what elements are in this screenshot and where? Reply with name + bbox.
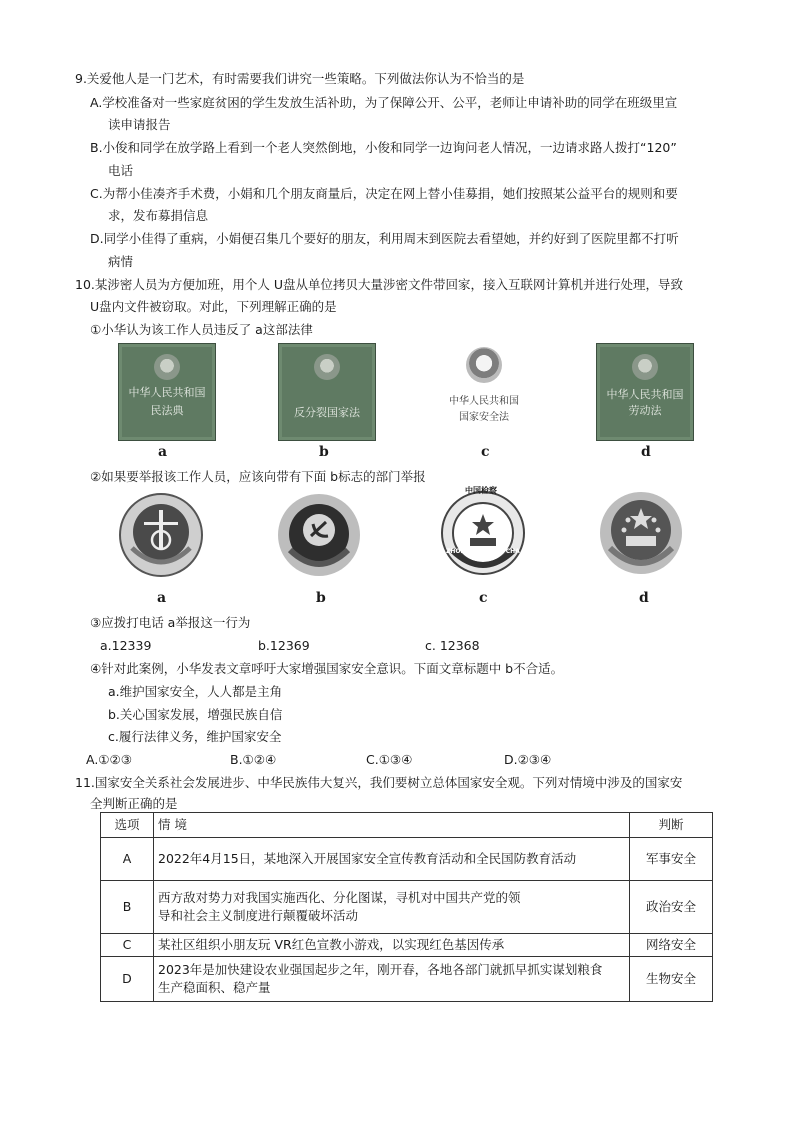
- q9-stem: 9.关爱他人是一门艺术，有时需要我们讲究一些策略。下列做法你认为不恰当的是: [75, 71, 525, 86]
- header-option: 选项: [101, 813, 154, 838]
- procuratorate-top-text: 中国检察: [465, 486, 497, 495]
- court-emblem-icon: [118, 492, 204, 578]
- title-option-a: a.维护国家安全，人人都是主角: [108, 684, 283, 699]
- book-title-line2: 民法典: [150, 404, 184, 417]
- book-title-line1: 中华人民共和国: [128, 386, 206, 399]
- national-emblem-icon: [154, 354, 180, 380]
- table-row: [101, 838, 713, 881]
- q10-statement-4: ④针对此案例，小华发表文章呼吁大家增强国家安全意识。下面文章标题中 b不合适。: [90, 661, 564, 676]
- q10-statement-1: ①小华认为该工作人员违反了 a这部法律: [90, 322, 313, 337]
- q9-option-c-line1: C.为帮小佳凑齐手术费，小娟和几个朋友商量后，决定在网上替小佳募捐，她们按照某公益平台的规则和要: [90, 186, 678, 201]
- q10-answer-a: A.①②③: [86, 752, 132, 767]
- q10-answer-d: D.②③④: [504, 752, 552, 767]
- row-context-line1: 某社区组织小朋友玩 VR红色宣教小游戏，以实现红色基因传承: [158, 937, 505, 952]
- badge-label-b: b: [316, 590, 326, 606]
- procuratorate-emblem-icon: [440, 490, 526, 576]
- q9-option-a-line2: 读申请报告: [108, 117, 171, 132]
- badge-label-c: c: [479, 590, 488, 606]
- q11-stem-line2: 全判断正确的是: [90, 796, 178, 811]
- law-book-national-security: [436, 343, 532, 439]
- law-book-civil-code: [118, 343, 216, 441]
- phone-option-c: c. 12368: [425, 638, 480, 653]
- table-row: [101, 881, 713, 934]
- phone-option-b: b.12369: [258, 638, 310, 653]
- police-emblem-icon: [276, 492, 362, 578]
- row-judgement: 网络安全: [630, 934, 713, 957]
- q10-statement-3: ③应拨打电话 a举报这一行为: [90, 615, 251, 630]
- q10-statement-2: ②如果要举报该工作人员，应该向带有下面 b标志的部门举报: [90, 469, 426, 484]
- book-label-c: c: [481, 444, 490, 460]
- q10-answer-c: C.①③④: [366, 752, 413, 767]
- q9-option-a-line1: A.学校准备对一些家庭贫困的学生发放生活补助，为了保障公开、公平，老师让申请补助的同学在班级里宣: [90, 95, 678, 110]
- q9-option-b-line1: B.小俊和同学在放学路上看到一个老人突然倒地，小俊和同学一边询问老人情况，一边请求路人拨打“120”: [90, 140, 677, 155]
- q9-option-d-line2: 病情: [108, 254, 134, 269]
- book-title-line1: 中华人民共和国: [449, 396, 519, 407]
- book-label-d: d: [641, 444, 651, 460]
- book-title-line2: 反分裂国家法: [294, 406, 360, 419]
- q10-stem-line1: 10.某涉密人员为方便加班，用个人 U盘从单位拷贝大量涉密文件带回家，接入互联网计算机并进行处理，导致: [75, 277, 684, 292]
- row-option: A: [101, 838, 154, 881]
- q10-answer-b: B.①②④: [230, 752, 277, 767]
- security-table: [100, 812, 713, 1002]
- row-context: [154, 957, 630, 1002]
- row-judgement: 政治安全: [630, 881, 713, 934]
- book-title-line2: 国家安全法: [459, 412, 509, 423]
- book-title-line1: 中华人民共和国: [606, 388, 684, 401]
- header-judgement: 判断: [630, 813, 713, 838]
- row-option: B: [101, 881, 154, 934]
- table-header-row: [101, 813, 713, 838]
- title-option-b: b.关心国家发展，增强民族自信: [108, 707, 283, 722]
- row-context-line1: 2023年是加快建设农业强国起步之年，刚开春，各地各部门就抓早抓实谋划粮食: [158, 962, 603, 977]
- row-option: D: [101, 957, 154, 1002]
- law-book-anti-secession: [278, 343, 376, 441]
- row-judgement: 生物安全: [630, 957, 713, 1002]
- law-book-labor-law: [596, 343, 694, 441]
- national-emblem-icon: [466, 347, 502, 383]
- q9-option-c-line2: 求，发布募捐信息: [108, 208, 209, 223]
- procuratorate-ring-text: ZHONG GUO JIAN CHA: [446, 548, 520, 555]
- row-context-line1: 西方敌对势力对我国实施西化、分化图谋，寻机对中国共产党的领: [158, 890, 521, 905]
- header-context: 情 境: [154, 813, 630, 838]
- q11-stem-line1: 11.国家安全关系社会发展进步、中华民族伟大复兴，我们要树立总体国家安全观。下列对情境中涉及的国家安: [75, 775, 683, 790]
- row-context-line2: 生产稳面积、稳产量: [158, 980, 271, 995]
- row-context: [154, 838, 630, 881]
- phone-option-a: a.12339: [100, 638, 152, 653]
- national-emblem-icon: [314, 354, 340, 380]
- row-context-line1: 2022年4月15日，某地深入开展国家安全宣传教育活动和全民国防教育活动: [158, 851, 577, 866]
- national-emblem-icon: [632, 354, 658, 380]
- book-label-a: a: [158, 444, 168, 460]
- q10-stem-line2: U盘内文件被窃取。对此，下列理解正确的是: [90, 299, 337, 314]
- row-context: [154, 934, 630, 957]
- row-option: C: [101, 934, 154, 957]
- title-option-c: c.履行法律义务，维护国家安全: [108, 729, 282, 744]
- book-label-b: b: [319, 444, 329, 460]
- row-context-line2: 导和社会主义制度进行颠覆破坏活动: [158, 908, 359, 923]
- table-row: [101, 934, 713, 957]
- row-context: [154, 881, 630, 934]
- badge-label-a: a: [157, 590, 167, 606]
- book-title-line2: 劳动法: [628, 404, 662, 417]
- badge-label-d: d: [639, 590, 649, 606]
- q9-option-b-line2: 电话: [108, 163, 134, 178]
- q9-option-d-line1: D.同学小佳得了重病，小娟便召集几个要好的朋友，利用周末到医院去看望她，并约好到了医院里都不打听: [90, 231, 679, 246]
- national-emblem-badge-icon: [598, 490, 684, 576]
- table-row: [101, 957, 713, 1002]
- row-judgement: 军事安全: [630, 838, 713, 881]
